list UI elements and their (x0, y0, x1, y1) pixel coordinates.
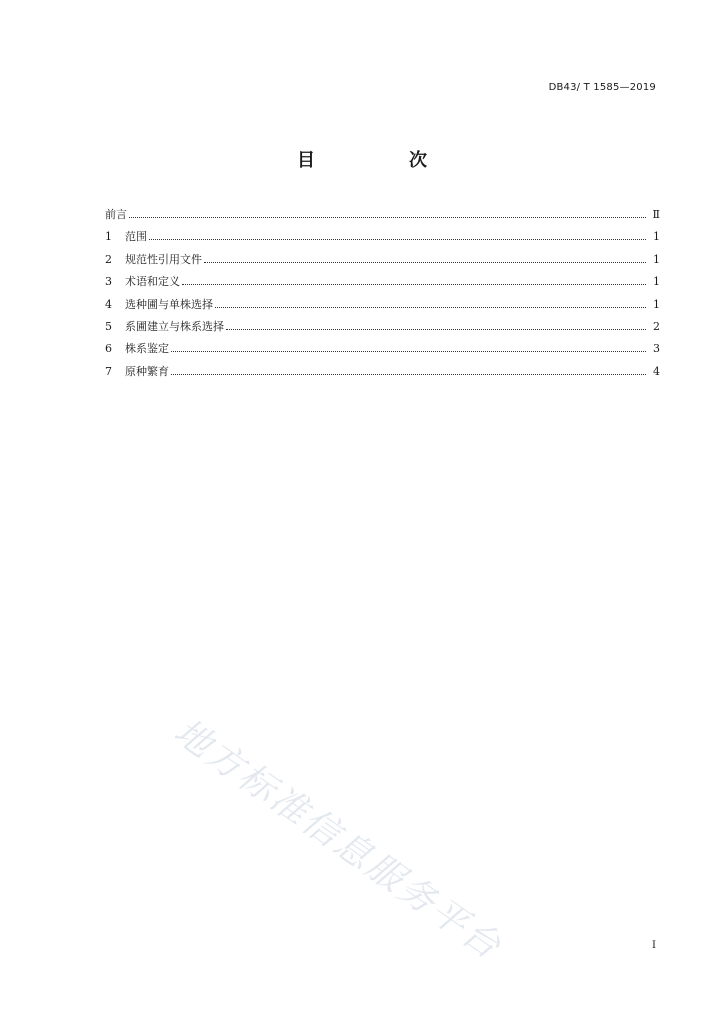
watermark: 地方标准信息服务平台 (166, 711, 510, 969)
toc-entry-number: 5 (105, 319, 112, 333)
toc-leader-dots (226, 328, 646, 330)
toc-entry-page: 1 (653, 230, 660, 244)
toc-entry-label: 系圃建立与株系选择 (125, 319, 224, 333)
toc-entry-number: 4 (105, 297, 112, 311)
toc-entry-label: 规范性引用文件 (125, 252, 202, 266)
toc-entry-1[interactable] (105, 228, 660, 250)
page-number: I (652, 940, 656, 951)
toc-leader-dots (129, 216, 646, 218)
toc-entry-label: 原种繁育 (125, 364, 169, 378)
toc-entry-5[interactable] (105, 318, 660, 340)
toc-entry-page: 3 (653, 342, 660, 356)
toc-leader-dots (204, 261, 646, 263)
standard-code: DB43/ T 1585—2019 (548, 82, 656, 93)
toc-entry-foreword[interactable] (105, 206, 660, 228)
toc-entry-page: 2 (653, 319, 660, 333)
toc-entry-number: 1 (105, 230, 112, 244)
toc-entry-label: 范围 (125, 230, 147, 244)
toc-entry-number: 6 (105, 342, 112, 356)
toc-entry-page: Ⅱ (652, 208, 660, 221)
toc-entry-page: 1 (653, 275, 660, 289)
toc-leader-dots (215, 306, 646, 308)
toc-entry-page: 4 (653, 364, 660, 378)
toc-entry-label: 株系鉴定 (125, 342, 169, 356)
toc-entry-7[interactable] (105, 363, 660, 385)
toc-entry-label: 选种圃与单株选择 (125, 297, 213, 311)
toc-entry-4[interactable] (105, 296, 660, 318)
toc-entry-number: 2 (105, 252, 112, 266)
toc-entry-page: 1 (653, 252, 660, 266)
toc-entry-number: 3 (105, 275, 112, 289)
toc-entry-3[interactable] (105, 273, 660, 295)
toc-leader-dots (171, 350, 646, 352)
toc-entry-2[interactable] (105, 251, 660, 273)
toc-leader-dots (149, 238, 646, 240)
toc-entry-number: 7 (105, 364, 112, 378)
toc-leader-dots (182, 283, 646, 285)
table-of-contents (105, 206, 660, 385)
toc-entry-label: 术语和定义 (125, 275, 180, 289)
toc-entry-page: 1 (653, 297, 660, 311)
toc-entry-label: 前言 (105, 208, 127, 221)
page-title: 目 次 (297, 150, 465, 171)
toc-leader-dots (171, 373, 646, 375)
toc-entry-6[interactable] (105, 340, 660, 362)
